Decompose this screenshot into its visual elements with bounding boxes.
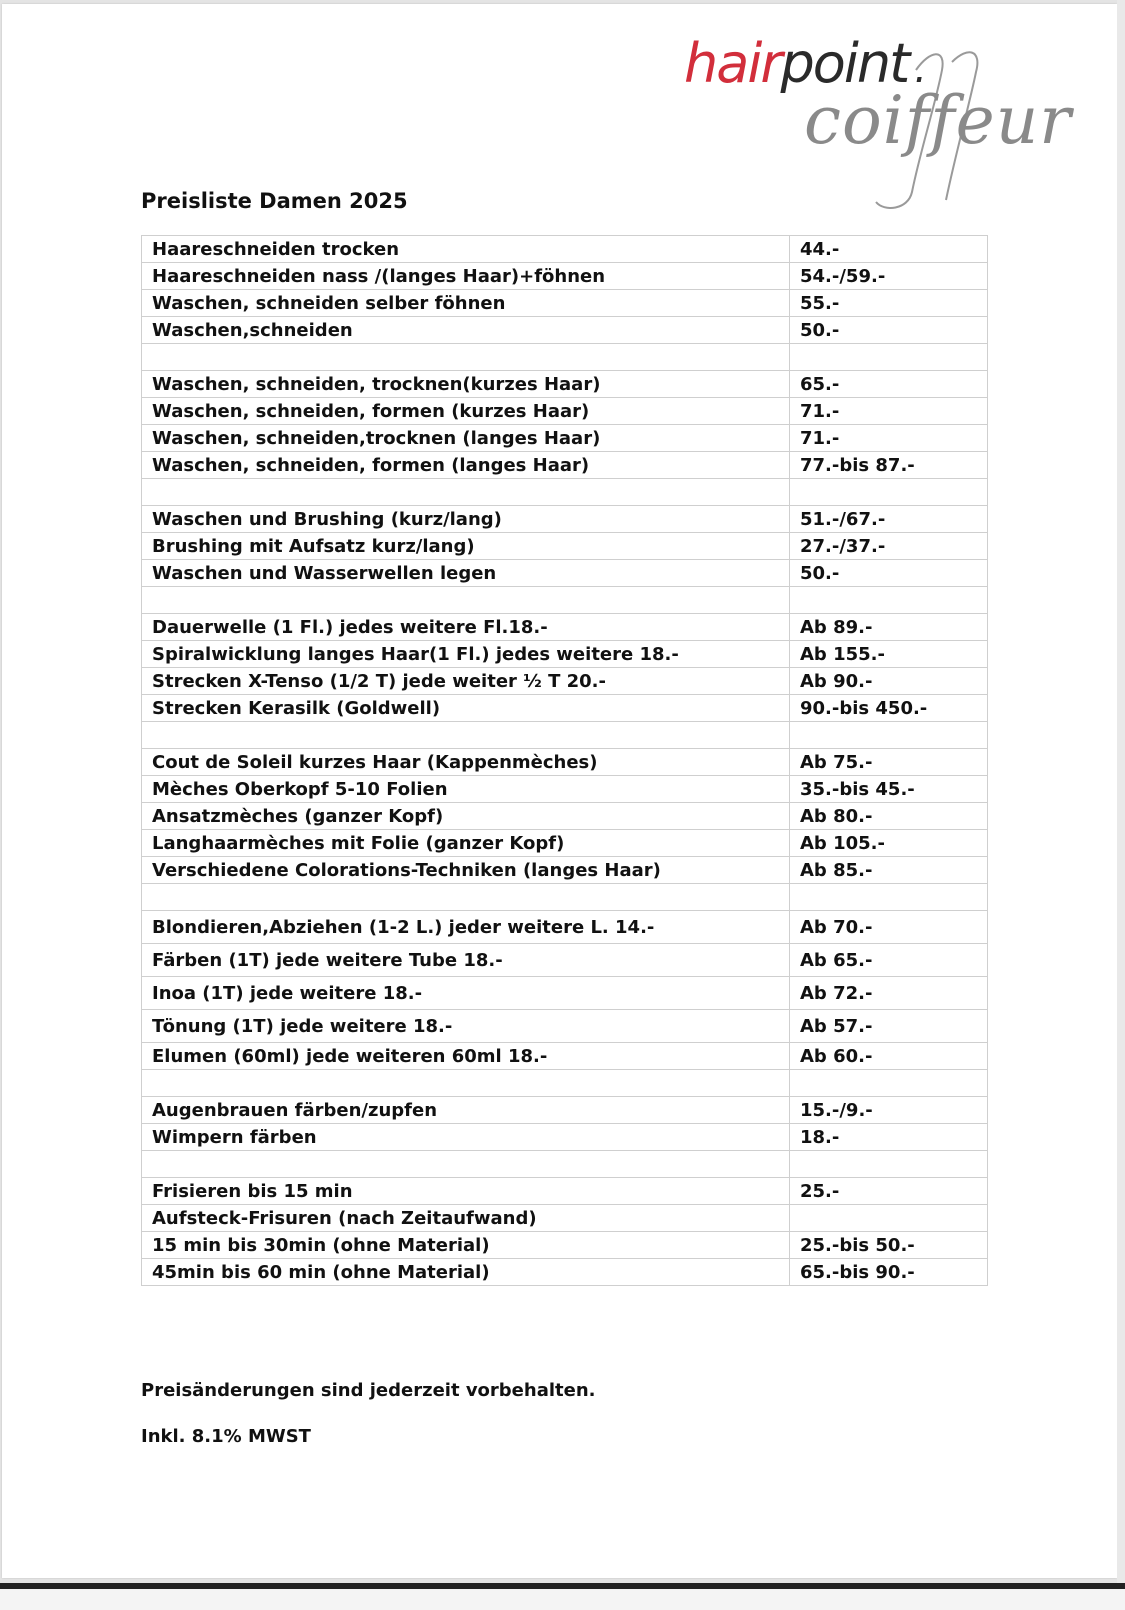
- price-cell: [790, 1205, 988, 1232]
- price-cell: 65.-: [790, 371, 988, 398]
- price-cell: [790, 722, 988, 749]
- price-cell: Ab 65.-: [790, 944, 988, 977]
- price-cell: Ab 155.-: [790, 641, 988, 668]
- spacer-row: [142, 587, 988, 614]
- price-row: [142, 776, 988, 803]
- page-title: Preisliste Damen 2025: [141, 189, 408, 213]
- spacer-row: [142, 1070, 988, 1097]
- price-cell: 90.-bis 450.-: [790, 695, 988, 722]
- spacer-row: [142, 1151, 988, 1178]
- spacer-row: [142, 344, 988, 371]
- price-cell: Ab 72.-: [790, 977, 988, 1010]
- brand-script-coiffeur: coiffeur: [804, 82, 1072, 159]
- price-row: [142, 1178, 988, 1205]
- document-page: [2, 4, 1117, 1578]
- price-row: [142, 857, 988, 884]
- price-row: [142, 1124, 988, 1151]
- price-row: [142, 560, 988, 587]
- service-cell: Cout de Soleil kurzes Haar (Kappenmèches): [142, 749, 790, 776]
- price-cell: [790, 1151, 988, 1178]
- price-cell: Ab 80.-: [790, 803, 988, 830]
- price-cell: 71.-: [790, 425, 988, 452]
- spacer-row: [142, 479, 988, 506]
- service-cell: [142, 722, 790, 749]
- service-cell: [142, 884, 790, 911]
- service-cell: Aufsteck-Frisuren (nach Zeitaufwand): [142, 1205, 790, 1232]
- price-row: [142, 977, 988, 1010]
- service-cell: Strecken Kerasilk (Goldwell): [142, 695, 790, 722]
- price-row: [142, 911, 988, 944]
- price-cell: Ab 57.-: [790, 1010, 988, 1043]
- spacer-row: [142, 884, 988, 911]
- price-row: [142, 533, 988, 560]
- service-cell: Ansatzmèches (ganzer Kopf): [142, 803, 790, 830]
- service-cell: Mèches Oberkopf 5-10 Folien: [142, 776, 790, 803]
- price-row: [142, 1232, 988, 1259]
- service-cell: Strecken X-Tenso (1/2 T) jede weiter ½ T 20.-: [142, 668, 790, 695]
- price-cell: 55.-: [790, 290, 988, 317]
- brand-part-hair: hair: [684, 32, 781, 95]
- service-cell: Tönung (1T) jede weitere 18.-: [142, 1010, 790, 1043]
- price-cell: Ab 60.-: [790, 1043, 988, 1070]
- hairpoint-logo: [684, 32, 1072, 212]
- price-cell: 27.-/37.-: [790, 533, 988, 560]
- service-cell: Waschen, schneiden selber föhnen: [142, 290, 790, 317]
- service-cell: Haareschneiden nass /(langes Haar)+föhnen: [142, 263, 790, 290]
- price-row: [142, 1097, 988, 1124]
- price-cell: 44.-: [790, 236, 988, 263]
- price-cell: [790, 344, 988, 371]
- service-cell: Waschen,schneiden: [142, 317, 790, 344]
- price-cell: Ab 90.-: [790, 668, 988, 695]
- price-row: [142, 236, 988, 263]
- service-cell: Haareschneiden trocken: [142, 236, 790, 263]
- price-cell: 51.-/67.-: [790, 506, 988, 533]
- service-cell: Blondieren,Abziehen (1-2 L.) jeder weitere L. 14.-: [142, 911, 790, 944]
- spacer-row: [142, 722, 988, 749]
- price-cell: 35.-bis 45.-: [790, 776, 988, 803]
- price-row: [142, 695, 988, 722]
- service-cell: 15 min bis 30min (ohne Material): [142, 1232, 790, 1259]
- price-cell: Ab 70.-: [790, 911, 988, 944]
- service-cell: Langhaarmèches mit Folie (ganzer Kopf): [142, 830, 790, 857]
- service-cell: Wimpern färben: [142, 1124, 790, 1151]
- price-row: [142, 263, 988, 290]
- price-row: [142, 749, 988, 776]
- price-cell: Ab 75.-: [790, 749, 988, 776]
- price-change-note: Preisänderungen sind jederzeit vorbehalten.: [141, 1380, 596, 1401]
- service-cell: [142, 344, 790, 371]
- service-cell: [142, 479, 790, 506]
- price-row: [142, 452, 988, 479]
- price-row: [142, 830, 988, 857]
- service-cell: Waschen, schneiden, formen (langes Haar): [142, 452, 790, 479]
- price-row: [142, 290, 988, 317]
- price-row: [142, 1259, 988, 1286]
- price-table-body: [142, 236, 988, 1286]
- price-cell: 50.-: [790, 317, 988, 344]
- price-row: [142, 506, 988, 533]
- price-cell: Ab 89.-: [790, 614, 988, 641]
- service-cell: Waschen und Wasserwellen legen: [142, 560, 790, 587]
- price-cell: Ab 85.-: [790, 857, 988, 884]
- service-cell: Waschen, schneiden, trocknen(kurzes Haar): [142, 371, 790, 398]
- price-row: [142, 641, 988, 668]
- price-cell: Ab 105.-: [790, 830, 988, 857]
- service-cell: Augenbrauen färben/zupfen: [142, 1097, 790, 1124]
- viewer-edge: [1117, 0, 1125, 1610]
- price-row: [142, 614, 988, 641]
- viewer-bottom-strip: [0, 1589, 1125, 1610]
- price-cell: 77.-bis 87.-: [790, 452, 988, 479]
- price-row: [142, 668, 988, 695]
- service-cell: [142, 1070, 790, 1097]
- price-row: [142, 317, 988, 344]
- price-cell: 71.-: [790, 398, 988, 425]
- price-row: [142, 944, 988, 977]
- price-cell: 25.-bis 50.-: [790, 1232, 988, 1259]
- vat-note: Inkl. 8.1% MWST: [141, 1426, 311, 1447]
- price-table: [141, 235, 988, 1286]
- service-cell: Waschen, schneiden,trocknen (langes Haar): [142, 425, 790, 452]
- service-cell: Verschiedene Colorations-Techniken (langes Haar): [142, 857, 790, 884]
- price-cell: 54.-/59.-: [790, 263, 988, 290]
- service-cell: Elumen (60ml) jede weiteren 60ml 18.-: [142, 1043, 790, 1070]
- service-cell: Waschen und Brushing (kurz/lang): [142, 506, 790, 533]
- price-row: [142, 398, 988, 425]
- service-cell: [142, 587, 790, 614]
- price-row: [142, 1010, 988, 1043]
- service-cell: Dauerwelle (1 Fl.) jedes weitere Fl.18.-: [142, 614, 790, 641]
- price-row: [142, 1205, 988, 1232]
- price-cell: 25.-: [790, 1178, 988, 1205]
- price-row: [142, 371, 988, 398]
- price-cell: 18.-: [790, 1124, 988, 1151]
- service-cell: Spiralwicklung langes Haar(1 Fl.) jedes weitere 18.-: [142, 641, 790, 668]
- service-cell: Färben (1T) jede weitere Tube 18.-: [142, 944, 790, 977]
- service-cell: [142, 1151, 790, 1178]
- price-cell: [790, 479, 988, 506]
- price-cell: [790, 1070, 988, 1097]
- service-cell: Frisieren bis 15 min: [142, 1178, 790, 1205]
- brand-part-point: point: [780, 32, 909, 95]
- price-cell: 50.-: [790, 560, 988, 587]
- price-cell: 15.-/9.-: [790, 1097, 988, 1124]
- brand-dot: .: [914, 46, 925, 92]
- service-cell: Inoa (1T) jede weitere 18.-: [142, 977, 790, 1010]
- price-row: [142, 803, 988, 830]
- service-cell: Brushing mit Aufsatz kurz/lang): [142, 533, 790, 560]
- price-row: [142, 425, 988, 452]
- price-row: [142, 1043, 988, 1070]
- price-cell: 65.-bis 90.-: [790, 1259, 988, 1286]
- service-cell: 45min bis 60 min (ohne Material): [142, 1259, 790, 1286]
- service-cell: Waschen, schneiden, formen (kurzes Haar): [142, 398, 790, 425]
- price-cell: [790, 587, 988, 614]
- price-cell: [790, 884, 988, 911]
